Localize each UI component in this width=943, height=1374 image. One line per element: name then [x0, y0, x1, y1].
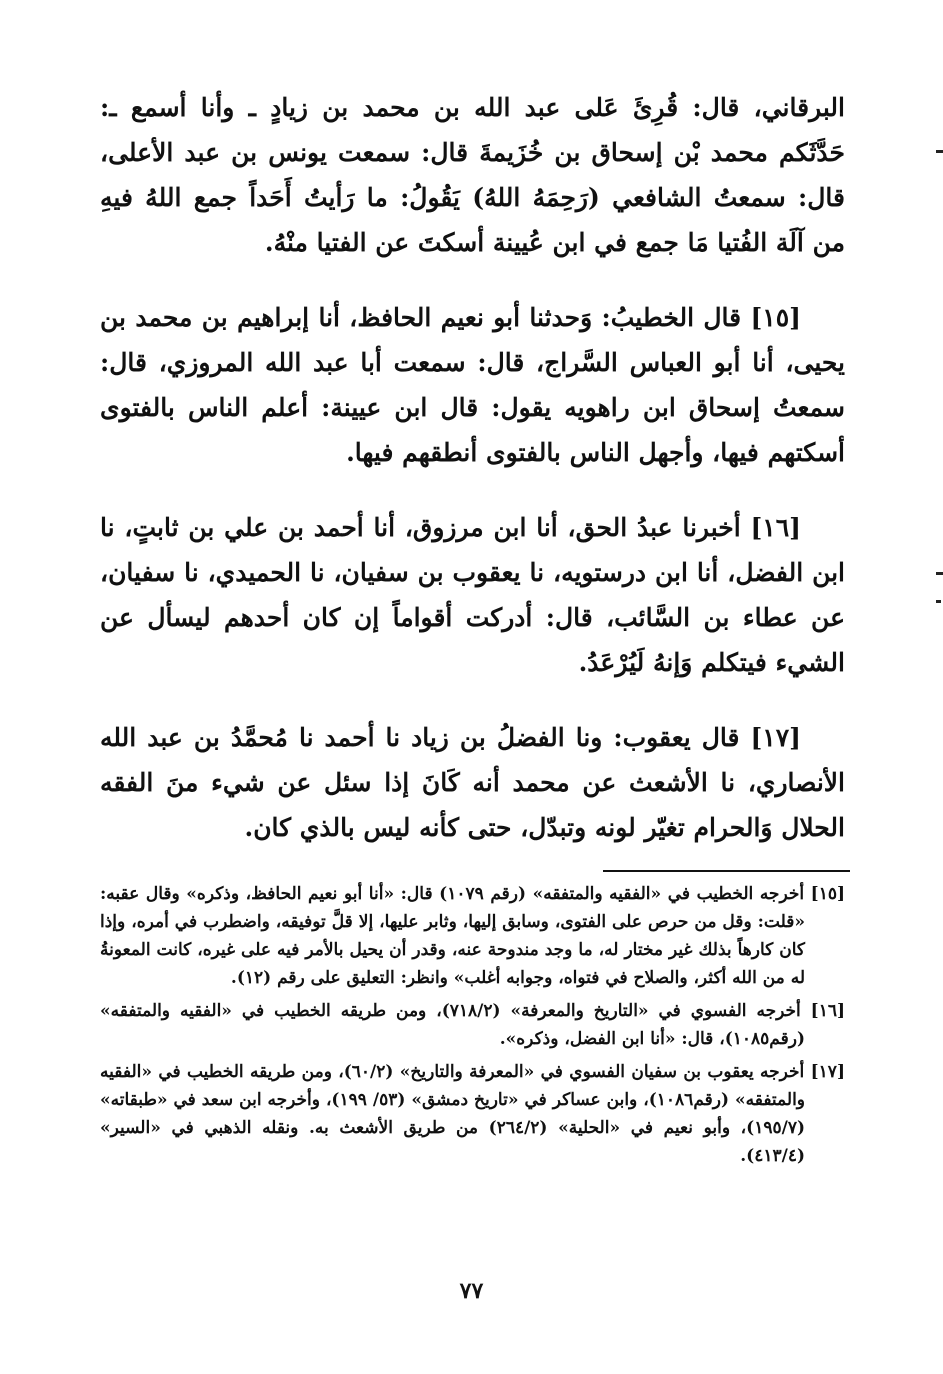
footnote-15: [١٥] أخرجه الخطيب في «الفقيه والمتفقه» (رقم ١٠٧٩) قال: «أنا أبو نعيم الحافظ، وذكره» وقال عقبه: «قلت: وقل من حرص على الفتوى، وسابق إليها، وثابر عليها، إلا قلَّ توفيقه، واضطرب في أمره، وإذا كان كارهاً بذلك غير مختار له، ما وجد مندوحة عنه، وقدر أن يحيل بالأمر فيه على غيره، كانت المعونةُ له من الله أكثر، والصلاح في فتواه، وجوابه أغلب» وانظر: التعليق على رقم (١٢). [100, 884, 845, 988]
footnote-17: [١٧] أخرجه يعقوب بن سفيان الفسوي في «المعرفة والتاريخ» (٦٠/٢)، ومن طريقه الخطيب في «الفقيه والمتفقه» (رقم١٠٨٦)، وابن عساكر في «تاريخ دمشق» (٥٣/ ١٩٩)، وأخرجه ابن سعد في «طبقاته» (١٩٥/٧)، وأبو نعيم في «الحلية» (٢٦٤/٢) من طريق الأشعث به. ونقله الذهبي في «السير» (٤١٣/٤). [100, 1062, 845, 1166]
footnotes [100, 880, 845, 1175]
page-number: ٧٧ [459, 1278, 484, 1304]
main-text [100, 85, 845, 880]
paragraph-intro: البرقاني، قال: قُرِئَ عَلى عبد الله بن محمد بن زيادٍ ـ وأنا أسمع ـ: حَدَّثَكم محمد بْن إسحاق بن خُزَيمةَ قال: سمعت يونس بن عبد الأعلى، قال: سمعتُ الشافعي (رَحِمَهُ اللهُ) يَقُولُ: ما رَأيتُ أَحَداً جمع اللهُ فيهِ من آلَة الفُتيا مَا جمع في ابن عُيينة أسكتَ عن الفتيا منْهُ. [100, 93, 845, 257]
footnote-16: [١٦] أخرجه الفسوي في «التاريخ والمعرفة» (٧١٨/٢)، ومن طريقه الخطيب في «الفقيه والمتفقه» (رقم١٠٨٥)، قال: «أنا ابن الفضل، وذكره». [100, 1001, 845, 1049]
scan-mark [936, 572, 943, 575]
paragraph-17: [١٧] قال يعقوب: ونا الفضلُ بن زياد نا أحمد نا مُحمَّدُ بن عبد الله الأنصاري، نا الأشعث عن محمد أنه كَانَ إذا سئل عن شيء منَ الفقه الحلال وَالحرام تغيّر لونه وتبدّل، حتى كأنه ليس بالذي كان. [100, 723, 845, 842]
scan-mark [936, 600, 941, 603]
paragraph-15: [١٥] قال الخطيبُ: وَحدثنا أبو نعيم الحافظ، أنا إبراهيم بن محمد بن يحيى، أنا أبو العباس السَّراج، قال: سمعت أبا عبد الله المروزي، قال: سمعتُ إسحاق ابن راهويه يقول: قال ابن عيينة: أعلم الناس بالفتوى أسكتهم فيها، وأجهل الناس بالفتوى أنطقهم فيها. [100, 303, 845, 467]
paragraph-16: [١٦] أخبرنا عبدُ الحق، أنا ابن مرزوق، أنا أحمد بن علي بن ثابتٍ، نا ابن الفضل، أنا ابن درستويه، نا يعقوب بن سفيان، نا الحميدي، نا سفيان، عن عطاء بن السَّائب، قال: أدركت أقواماً إن كان أحدهم ليسأل عن الشيء فيتكلم وَإنهُ لَيُرْعَدُ. [100, 513, 845, 677]
footnote-separator [603, 870, 850, 872]
scan-mark [936, 150, 943, 153]
